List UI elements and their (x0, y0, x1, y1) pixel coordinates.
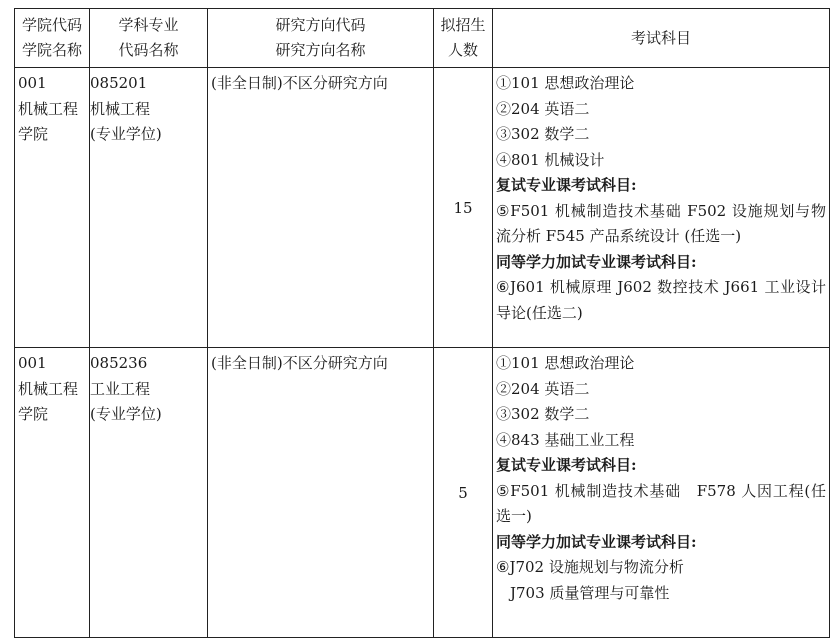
major-type: (专业学位) (90, 405, 162, 423)
extra-subjects: ⑥J601 机械原理 J602 数控技术 J661 工业设计导论(任选二) (496, 278, 826, 322)
header-direction-name: 研究方向名称 (275, 41, 366, 59)
header-quota-1: 拟招生 (440, 16, 486, 34)
major-code: 085236 (90, 354, 148, 372)
extra-subjects-cont: J703 质量管理与可靠性 (510, 583, 670, 602)
college-code: 001 (18, 354, 47, 372)
extra-title: 同等学力加试专业课考试科目: (496, 252, 697, 271)
major-cell (90, 348, 208, 638)
direction-name: (非全日制)不区分研究方向 (211, 74, 388, 92)
major-name: 工业工程 (90, 379, 151, 398)
retest-title: 复试专业课考试科目: (496, 176, 637, 194)
college-name: 机械工程 (18, 99, 79, 118)
exam-item: ④843 基础工业工程 (496, 430, 635, 449)
table-row (15, 348, 830, 638)
retest-subjects: ⑤F501 机械制造技术基础 F502 设施规划与物流分析 F545 产品系统设计 (任选一) (496, 201, 826, 245)
header-major-2: 代码名称 (118, 41, 179, 59)
exam-item: ③302 数学二 (496, 125, 590, 143)
major-code: 085201 (90, 74, 148, 92)
college-cell (15, 68, 90, 348)
header-direction (208, 9, 434, 68)
header-quota (434, 9, 493, 68)
header-major (90, 9, 208, 68)
header-major-1: 学科专业 (118, 16, 179, 34)
exam-item: ①101 思想政治理论 (496, 354, 635, 372)
header-college-code: 学院代码 (21, 16, 82, 34)
major-type: (专业学位) (90, 125, 162, 143)
direction-name: (非全日制)不区分研究方向 (211, 354, 388, 372)
college-code: 001 (18, 74, 47, 92)
header-quota-2: 人数 (447, 41, 478, 59)
college-name-cont: 学院 (18, 405, 49, 423)
retest-subjects: ⑤F501 机械制造技术基础 F578 人因工程(任选一) (496, 481, 826, 525)
header-exams (493, 9, 830, 68)
exam-item: ③302 数学二 (496, 405, 590, 423)
exam-item: ①101 思想政治理论 (496, 74, 635, 92)
exam-item: ②204 英语二 (496, 379, 590, 398)
exam-cell (493, 68, 830, 348)
exam-item: ④801 机械设计 (496, 150, 605, 169)
header-row (15, 9, 830, 68)
header-college-name: 学院名称 (21, 41, 82, 59)
table-row (15, 68, 830, 348)
quota-value: 15 (453, 198, 473, 217)
exam-item: ②204 英语二 (496, 99, 590, 118)
quota-value: 5 (458, 483, 468, 502)
direction-cell (208, 348, 434, 638)
exam-cell (493, 348, 830, 638)
extra-title: 同等学力加试专业课考试科目: (496, 532, 697, 551)
enrollment-table (14, 8, 830, 638)
college-name-cont: 学院 (18, 125, 49, 143)
quota-cell (434, 68, 493, 348)
college-name: 机械工程 (18, 379, 79, 398)
retest-title: 复试专业课考试科目: (496, 456, 637, 474)
extra-subjects: ⑥J702 设施规划与物流分析 (496, 558, 684, 576)
major-cell (90, 68, 208, 348)
direction-cell (208, 68, 434, 348)
header-exams-label: 考试科目 (630, 28, 691, 47)
college-cell (15, 348, 90, 638)
header-direction-code: 研究方向代码 (275, 16, 366, 34)
major-name: 机械工程 (90, 99, 151, 118)
header-college (15, 9, 90, 68)
quota-cell (434, 348, 493, 638)
